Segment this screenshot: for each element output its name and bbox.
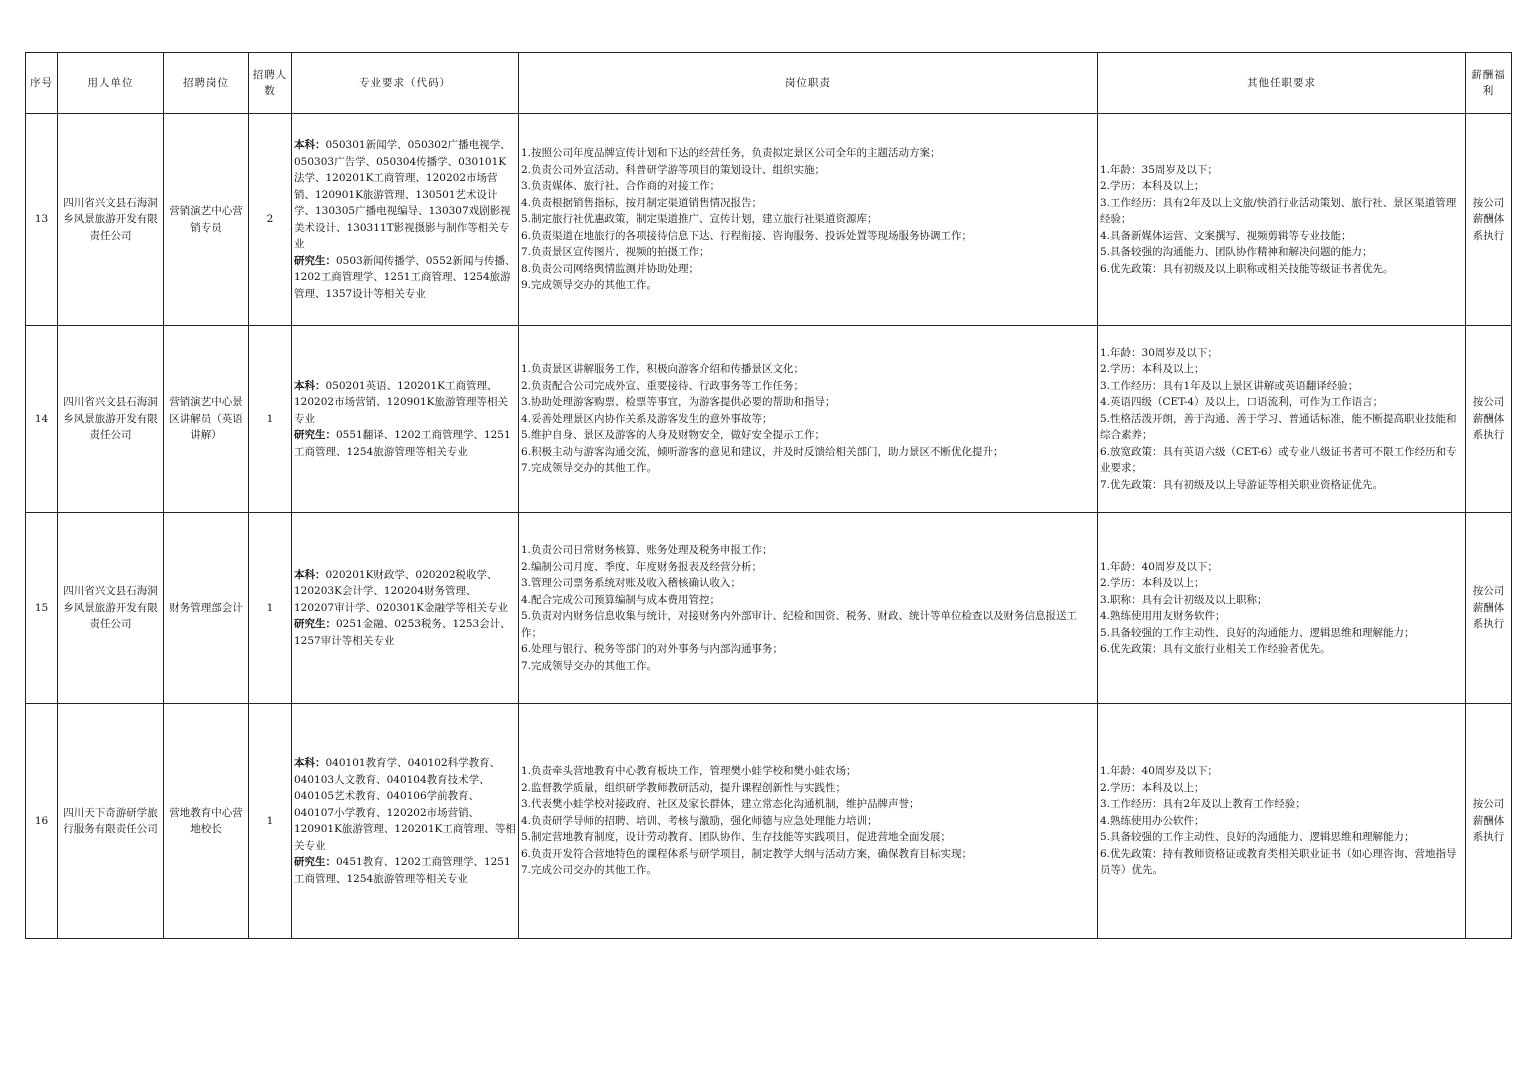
header-requirements: 其他任职要求 — [1098, 53, 1466, 114]
grad-majors: 0503新闻传播学、0552新闻与传播、1202工商管理学、1251工商管理、1254旅游管理、1357设计等相关专业 — [294, 254, 516, 300]
duty-item: 3.协助处理游客购票、检票等事宜，为游客提供必要的帮助和指导； — [521, 396, 836, 409]
duty-item: 2.编制公司月度、季度、年度财务报表及经营分析； — [521, 560, 763, 573]
duty-item: 9.完成领导交办的其他工作。 — [521, 279, 658, 292]
undergrad-label: 本科： — [294, 379, 326, 392]
header-no: 序号 — [26, 53, 58, 114]
row-requirements — [1098, 326, 1466, 513]
grad-label: 研究生： — [294, 254, 336, 267]
header-position: 招聘岗位 — [164, 53, 249, 114]
header-row — [26, 53, 1512, 114]
row-position: 营地教育中心营地校长 — [164, 704, 249, 939]
row-requirements — [1098, 114, 1466, 326]
duty-item: 1.负责公司日常财务核算、账务处理及税务申报工作； — [521, 544, 773, 556]
header-major: 专业要求（代码） — [292, 53, 519, 114]
requirement-item: 6.优先政策：持有教师资格证或教育类相关职业证书（如心理咨询、营地指导员等）优先。 — [1100, 847, 1457, 877]
duty-item: 5.维护自身、景区及游客的人身及财物安全，做好安全提示工作； — [521, 429, 826, 442]
row-duties — [519, 704, 1098, 939]
duty-item: 6.处理与银行、税务等部门的对外事务与内部沟通事务； — [521, 643, 784, 655]
duty-item: 5.制定旅行社优惠政策，制定渠道推广、宣传计划，建立旅行社渠道资源库； — [521, 213, 878, 226]
duty-item: 4.配合完成公司预算编制与成本费用管控； — [521, 593, 721, 606]
row-unit: 四川天下奇游研学旅行服务有限责任公司 — [58, 704, 164, 939]
header-duties: 岗位职责 — [519, 53, 1098, 114]
row-count: 2 — [249, 114, 292, 326]
duty-item: 2.负责公司外宣活动、科普研学游等项目的策划设计、组织实施； — [521, 163, 826, 176]
duty-item: 7.完成领导交办的其他工作。 — [521, 659, 658, 672]
grad-label: 研究生： — [294, 618, 336, 631]
table-row — [26, 326, 1512, 513]
duty-item: 4.负责根据销售指标，按月制定渠道销售情况报告； — [521, 196, 763, 209]
undergrad-label: 本科： — [294, 757, 326, 769]
row-major — [292, 326, 519, 513]
requirement-item: 1.年龄：35周岁及以下； — [1100, 163, 1218, 176]
row-no: 16 — [26, 704, 58, 939]
duty-item: 4.负责研学导师的招聘、培训、考核与激励，强化师德与应急处理能力培训； — [521, 814, 878, 827]
row-position: 营销演艺中心营销专员 — [164, 114, 249, 326]
row-salary: 按公司薪酬体系执行 — [1466, 114, 1512, 326]
duty-item: 5.负责对内财务信息收集与统计，对接财务内外部审计、纪检和国资、税务、财政、统计等单位检查以及财务信息报送工作； — [521, 610, 1078, 639]
duty-item: 5.制定营地教育制度，设计劳动教育、团队协作、生存技能等实践项目，促进营地全面发展； — [521, 831, 952, 844]
requirement-item: 2.学历：本科及以上； — [1100, 363, 1205, 376]
duty-item: 3.管理公司票务系统对账及收入稽核确认收入； — [521, 577, 742, 589]
undergrad-majors: 040101教育学、040102科学教育、040103人文教育、040104教育技术学、040105艺术教育、040106学前教育、040107小学教育、120202市场营销、120901K旅游管理、120201K工商管理、等相关专业 — [294, 757, 516, 852]
table-row — [26, 513, 1512, 704]
duty-item: 7.完成公司交办的其他工作。 — [521, 864, 658, 877]
recruitment-table — [25, 52, 1512, 939]
requirement-item: 5.性格活泼开朗，善于沟通、善于学习、普通话标准，能不断提高职业技能和综合素养； — [1100, 412, 1457, 442]
table-row — [26, 704, 1512, 939]
duty-item: 3.负责媒体、旅行社、合作商的对接工作； — [521, 180, 721, 193]
row-salary: 按公司薪酬体系执行 — [1466, 513, 1512, 704]
requirement-item: 3.工作经历：具有2年及以上文旅/快消行业活动策划、旅行社、景区渠道管理经验； — [1100, 196, 1457, 226]
row-count: 1 — [249, 326, 292, 513]
row-duties — [519, 114, 1098, 326]
requirement-item: 1.年龄：40周岁及以下； — [1100, 560, 1218, 573]
row-duties — [519, 513, 1098, 704]
requirement-item: 4.熟练使用办公软件； — [1100, 814, 1205, 827]
duty-item: 1.负责牵头营地教育中心教育板块工作，管理樊小蛙学校和樊小蛙农场； — [521, 765, 857, 778]
row-no: 15 — [26, 513, 58, 704]
requirement-item: 3.职称：具有会计初级及以上职称； — [1100, 593, 1268, 606]
duty-item: 7.负责景区宣传图片、视频的拍摄工作； — [521, 246, 710, 259]
requirement-item: 5.具备较强的工作主动性、良好的沟通能力、逻辑思维和理解能力； — [1100, 831, 1415, 844]
requirement-item: 2.学历：本科及以上； — [1100, 577, 1205, 589]
row-unit: 四川省兴文县石海洞乡风景旅游开发有限责任公司 — [58, 114, 164, 326]
requirement-item: 4.英语四级（CET-4）及以上，口语流利，可作为工作语言； — [1100, 396, 1384, 409]
requirement-item: 5.具备较强的工作主动性、良好的沟通能力、逻辑思维和理解能力； — [1100, 626, 1415, 639]
row-position: 营销演艺中心景区讲解员（英语讲解） — [164, 326, 249, 513]
requirement-item: 4.具备新媒体运营、文案撰写、视频剪辑等专业技能； — [1100, 229, 1352, 242]
duty-item: 4.妥善处理景区内协作关系及游客发生的意外事故等； — [521, 412, 773, 425]
table-row — [26, 114, 1512, 326]
duty-item: 1.负责景区讲解服务工作，积极向游客介绍和传播景区文化； — [521, 363, 805, 376]
row-unit: 四川省兴文县石海洞乡风景旅游开发有限责任公司 — [58, 326, 164, 513]
requirement-item: 3.工作经历：具有2年及以上教育工作经验； — [1100, 798, 1306, 811]
row-requirements — [1098, 704, 1466, 939]
duty-item: 6.负责开发符合营地特色的课程体系与研学项目，制定教学大纲与活动方案，确保教育目标实现； — [521, 847, 973, 860]
requirement-item: 4.熟练使用用友财务软件； — [1100, 610, 1226, 622]
row-count: 1 — [249, 513, 292, 704]
header-count: 招聘人数 — [249, 53, 292, 114]
undergrad-majors: 020201K财政学、020202税收学、120203K会计学、120204财务管理、120207审计学、020301K金融学等相关专业 — [294, 568, 509, 614]
header-unit: 用人单位 — [58, 53, 164, 114]
grad-label: 研究生： — [294, 429, 336, 442]
requirement-item: 3.工作经历：具有1年及以上景区讲解或英语翻译经验； — [1100, 379, 1359, 392]
row-position: 财务管理部会计 — [164, 513, 249, 704]
row-major — [292, 513, 519, 704]
requirement-item: 1.年龄：40周岁及以下； — [1100, 765, 1218, 778]
requirement-item: 6.优先政策：具有初级及以上职称或相关技能等级证书者优先。 — [1100, 262, 1394, 275]
requirement-item: 5.具备较强的沟通能力、团队协作精神和解决问题的能力； — [1100, 246, 1373, 259]
duty-item: 2.负责配合公司完成外宣、重要接待、行政事务等工作任务； — [521, 379, 805, 392]
row-duties — [519, 326, 1098, 513]
grad-majors: 0551翻译、1202工商管理学、1251工商管理、1254旅游管理等相关专业 — [294, 429, 511, 458]
requirement-item: 6.优先政策：具有文旅行业相关工作经验者优先。 — [1100, 643, 1331, 655]
row-salary: 按公司薪酬体系执行 — [1466, 704, 1512, 939]
grad-majors: 0251金融、0253税务、1253会计、1257审计等相关专业 — [294, 618, 511, 647]
duty-item: 2.监督教学质量，组织研学教师教研活动，提升课程创新性与实践性； — [521, 781, 847, 794]
duty-item: 8.负责公司网络舆情监测并协助处理； — [521, 262, 700, 275]
requirement-item: 1.年龄：30周岁及以下； — [1100, 346, 1218, 359]
duty-item: 7.完成领导交办的其他工作。 — [521, 462, 658, 475]
requirement-item: 2.学历：本科及以上； — [1100, 781, 1205, 794]
row-no: 14 — [26, 326, 58, 513]
duty-item: 3.代表樊小蛙学校对接政府、社区及家长群体，建立常态化沟通机制，维护品牌声誉； — [521, 798, 920, 811]
row-major — [292, 114, 519, 326]
grad-majors: 0451教育、1202工商管理学、1251工商管理、1254旅游管理等相关专业 — [294, 856, 511, 885]
grad-label: 研究生： — [294, 856, 336, 868]
requirement-item: 2.学历：本科及以上； — [1100, 180, 1205, 193]
undergrad-label: 本科： — [294, 568, 326, 581]
duty-item: 6.积极主动与游客沟通交流，倾听游客的意见和建议，并及时反馈给相关部门，助力景区不断优化提升； — [521, 445, 1004, 458]
header-salary: 薪酬福利 — [1466, 53, 1512, 114]
undergrad-majors: 050301新闻学、050302广播电视学、050303广告学、050304传播学、030101K法学、120201K工商管理、120202市场营销、120901K旅游管理、130501艺术设计学、130305广播电视编导、130307戏剧影视美术设计、130311T影视摄影与制作等相关专业 — [294, 139, 511, 250]
row-major — [292, 704, 519, 939]
row-unit: 四川省兴文县石海洞乡风景旅游开发有限责任公司 — [58, 513, 164, 704]
requirement-item: 6.放宽政策：具有英语六级（CET-6）或专业八级证书者可不限工作经历和专业要求； — [1100, 445, 1457, 475]
row-requirements — [1098, 513, 1466, 704]
row-count: 1 — [249, 704, 292, 939]
undergrad-majors: 050201英语、120201K工商管理、120202市场营销、120901K旅游管理等相关专业 — [294, 379, 509, 425]
duty-item: 6.负责渠道在地旅行的各项接待信息下达、行程衔接、咨询服务、投诉处置等现场服务协调工作； — [521, 229, 973, 242]
requirement-item: 7.优先政策：具有初级及以上导游证等相关职业资格证优先。 — [1100, 478, 1384, 491]
duty-item: 1.按照公司年度品牌宣传计划和下达的经营任务，负责拟定景区公司全年的主题活动方案； — [521, 147, 941, 160]
row-no: 13 — [26, 114, 58, 326]
row-salary: 按公司薪酬体系执行 — [1466, 326, 1512, 513]
undergrad-label: 本科： — [294, 139, 326, 151]
